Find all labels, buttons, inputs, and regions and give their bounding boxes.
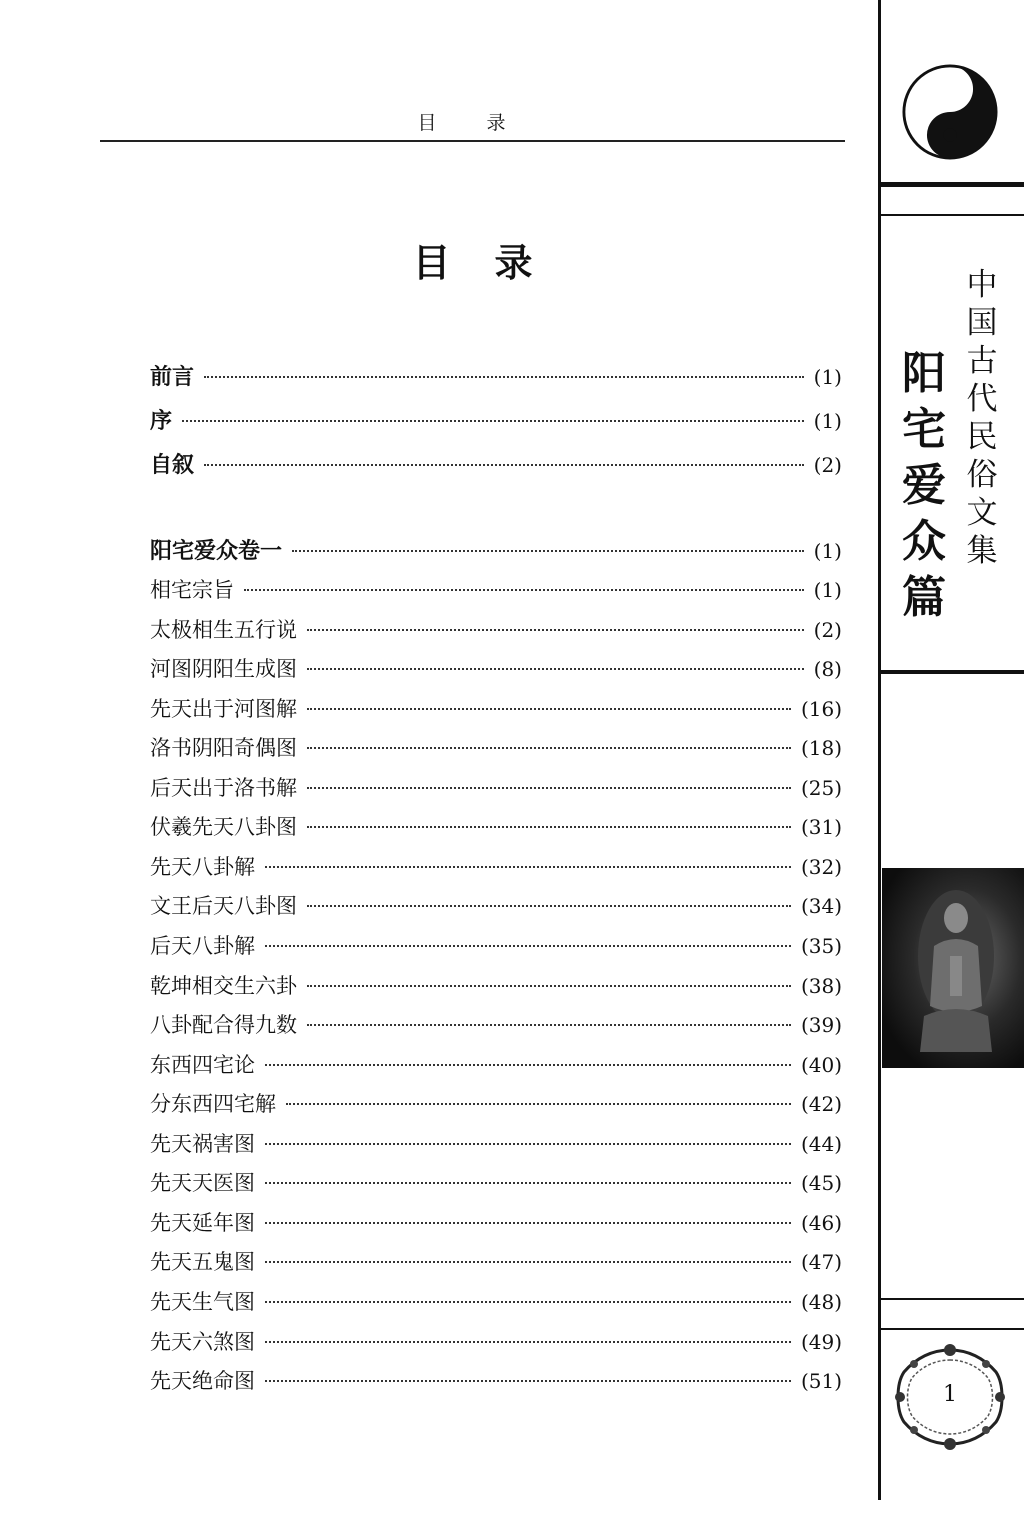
toc-leader [307, 708, 791, 710]
running-header-title: 目 录 [417, 112, 528, 134]
sidebar [876, 0, 1024, 1520]
toc-entry-page: (45) [800, 1171, 842, 1195]
toc-entry-page: (42) [800, 1092, 842, 1116]
toc-entry[interactable] [150, 772, 842, 806]
sidebar-border [878, 0, 881, 1500]
page-number: 1 [943, 1382, 957, 1407]
toc-entry[interactable] [150, 890, 842, 924]
toc-section-page: (1) [813, 539, 842, 563]
toc-entry[interactable] [150, 1009, 842, 1043]
toc-entry-label: 先天八卦解 [150, 855, 255, 879]
toc-leader [265, 1064, 791, 1066]
toc-leader [307, 1024, 791, 1026]
toc-leader [307, 787, 791, 789]
toc-entry-page: (47) [800, 1250, 842, 1274]
toc-entry-page: (38) [800, 974, 842, 998]
toc-entry[interactable] [150, 851, 842, 885]
toc-entry-page: (51) [800, 1369, 842, 1393]
toc-entry[interactable] [150, 930, 842, 964]
toc-entry[interactable] [150, 1128, 842, 1162]
toc-entry-front[interactable] [150, 448, 842, 482]
toc-leader [307, 668, 804, 670]
toc-leader [307, 629, 804, 631]
toc-leader [182, 420, 804, 422]
toc-entry[interactable] [150, 1207, 842, 1241]
sidebar-rule [878, 670, 1024, 674]
toc-entry-label: 乾坤相交生六卦 [150, 974, 297, 998]
toc-entry-label: 河图阴阳生成图 [150, 657, 297, 681]
toc-leader [286, 1103, 791, 1105]
sidebar-rule [878, 214, 1024, 216]
toc-section-label: 阳宅爱众卷一 [150, 539, 283, 564]
toc-entry-label: 先天出于河图解 [150, 697, 297, 721]
toc-entry-page: (46) [800, 1211, 842, 1235]
toc-entry-label: 伏羲先天八卦图 [150, 815, 297, 839]
toc-leader [307, 985, 791, 987]
toc-entry[interactable] [150, 1167, 842, 1201]
toc-entry-page: (49) [800, 1330, 842, 1354]
toc-leader [265, 945, 791, 947]
toc-entry-label: 太极相生五行说 [150, 618, 297, 642]
book-title: 阳 宅 爱 众 篇 [902, 348, 946, 623]
toc-entry-label: 自叙 [150, 453, 195, 478]
toc-entry[interactable] [150, 1326, 842, 1360]
toc-leader [307, 905, 791, 907]
toc-entry[interactable] [150, 1049, 842, 1083]
running-header [100, 104, 845, 142]
toc-leader [265, 1341, 791, 1343]
sidebar-rule [878, 1298, 1024, 1300]
toc-entry-page: (32) [800, 855, 842, 879]
toc-entry-page: (40) [800, 1053, 842, 1077]
toc-entry-page: (1) [813, 578, 842, 602]
toc-entry[interactable] [150, 970, 842, 1004]
page-title: 目录 [412, 241, 577, 285]
toc-leader [265, 1380, 791, 1382]
toc-entry-label: 分东西四宅解 [150, 1092, 276, 1116]
series-title: 中 国 古 代 民 俗 文 集 [966, 267, 998, 569]
sidebar-rule [878, 182, 1024, 187]
buddha-figure [916, 886, 996, 1056]
toc-entry-page: (48) [800, 1290, 842, 1314]
toc-entry-front[interactable] [150, 404, 842, 438]
toc-leader [307, 747, 791, 749]
toc-entry-page: (16) [800, 697, 842, 721]
toc-leader [265, 866, 791, 868]
toc-entry-label: 后天出于洛书解 [150, 776, 297, 800]
toc-entry[interactable] [150, 1246, 842, 1280]
toc-entry-page: (2) [813, 453, 842, 477]
toc-entry-page: (2) [813, 618, 842, 642]
toc-leader [265, 1222, 791, 1224]
toc-entry-page: (18) [800, 736, 842, 760]
toc-entry-label: 先天天医图 [150, 1171, 255, 1195]
toc-entry-label: 先天六煞图 [150, 1330, 255, 1354]
toc-entry-label: 序 [150, 409, 173, 434]
toc-entry-page: (34) [800, 894, 842, 918]
toc-leader [307, 826, 791, 828]
toc-leader [265, 1143, 791, 1145]
toc-entry[interactable] [150, 693, 842, 727]
toc-entry[interactable] [150, 1286, 842, 1320]
toc-entry-label: 洛书阴阳奇偶图 [150, 736, 297, 760]
toc-leader [292, 550, 804, 552]
toc-leader [265, 1261, 791, 1263]
toc-entry-label: 后天八卦解 [150, 934, 255, 958]
toc-entry-label: 先天生气图 [150, 1290, 255, 1314]
page-number-badge [892, 1344, 1008, 1450]
toc-entry[interactable] [150, 653, 842, 687]
toc-entry[interactable] [150, 732, 842, 766]
toc-entry-page: (8) [813, 657, 842, 681]
buddha-statue-photo [882, 868, 1024, 1068]
toc-entry-label: 先天祸害图 [150, 1132, 255, 1156]
toc-entry-page: (1) [813, 409, 842, 433]
toc-entry-label: 先天延年图 [150, 1211, 255, 1235]
yin-yang-icon [902, 64, 998, 160]
toc-entry-label: 相宅宗旨 [150, 578, 234, 602]
running-header-rule [100, 140, 845, 142]
toc-entry-page: (44) [800, 1132, 842, 1156]
toc-entry[interactable] [150, 1088, 842, 1122]
toc-entry[interactable] [150, 811, 842, 845]
toc-entry-page: (35) [800, 934, 842, 958]
toc-leader [204, 376, 804, 378]
toc-entry-label: 前言 [150, 365, 195, 390]
toc-entry-page: (25) [800, 776, 842, 800]
toc-entry-page: (31) [800, 815, 842, 839]
toc-entry-label: 先天绝命图 [150, 1369, 255, 1393]
toc-leader [265, 1301, 791, 1303]
toc-entry[interactable] [150, 614, 842, 648]
toc-entry[interactable] [150, 574, 842, 608]
toc-entry[interactable] [150, 1365, 842, 1399]
toc-entry-page: (39) [800, 1013, 842, 1037]
toc-entry-page: (1) [813, 365, 842, 389]
toc-entry-label: 八卦配合得九数 [150, 1013, 297, 1037]
toc-leader [204, 464, 804, 466]
toc-section-heading[interactable] [150, 534, 842, 568]
toc-entry-label: 先天五鬼图 [150, 1250, 255, 1274]
toc-leader [244, 589, 804, 591]
toc-leader [265, 1182, 791, 1184]
toc-entry-label: 文王后天八卦图 [150, 894, 297, 918]
sidebar-rule [878, 1328, 1024, 1330]
toc-entry-label: 东西四宅论 [150, 1053, 255, 1077]
toc-entry-front[interactable] [150, 360, 842, 394]
